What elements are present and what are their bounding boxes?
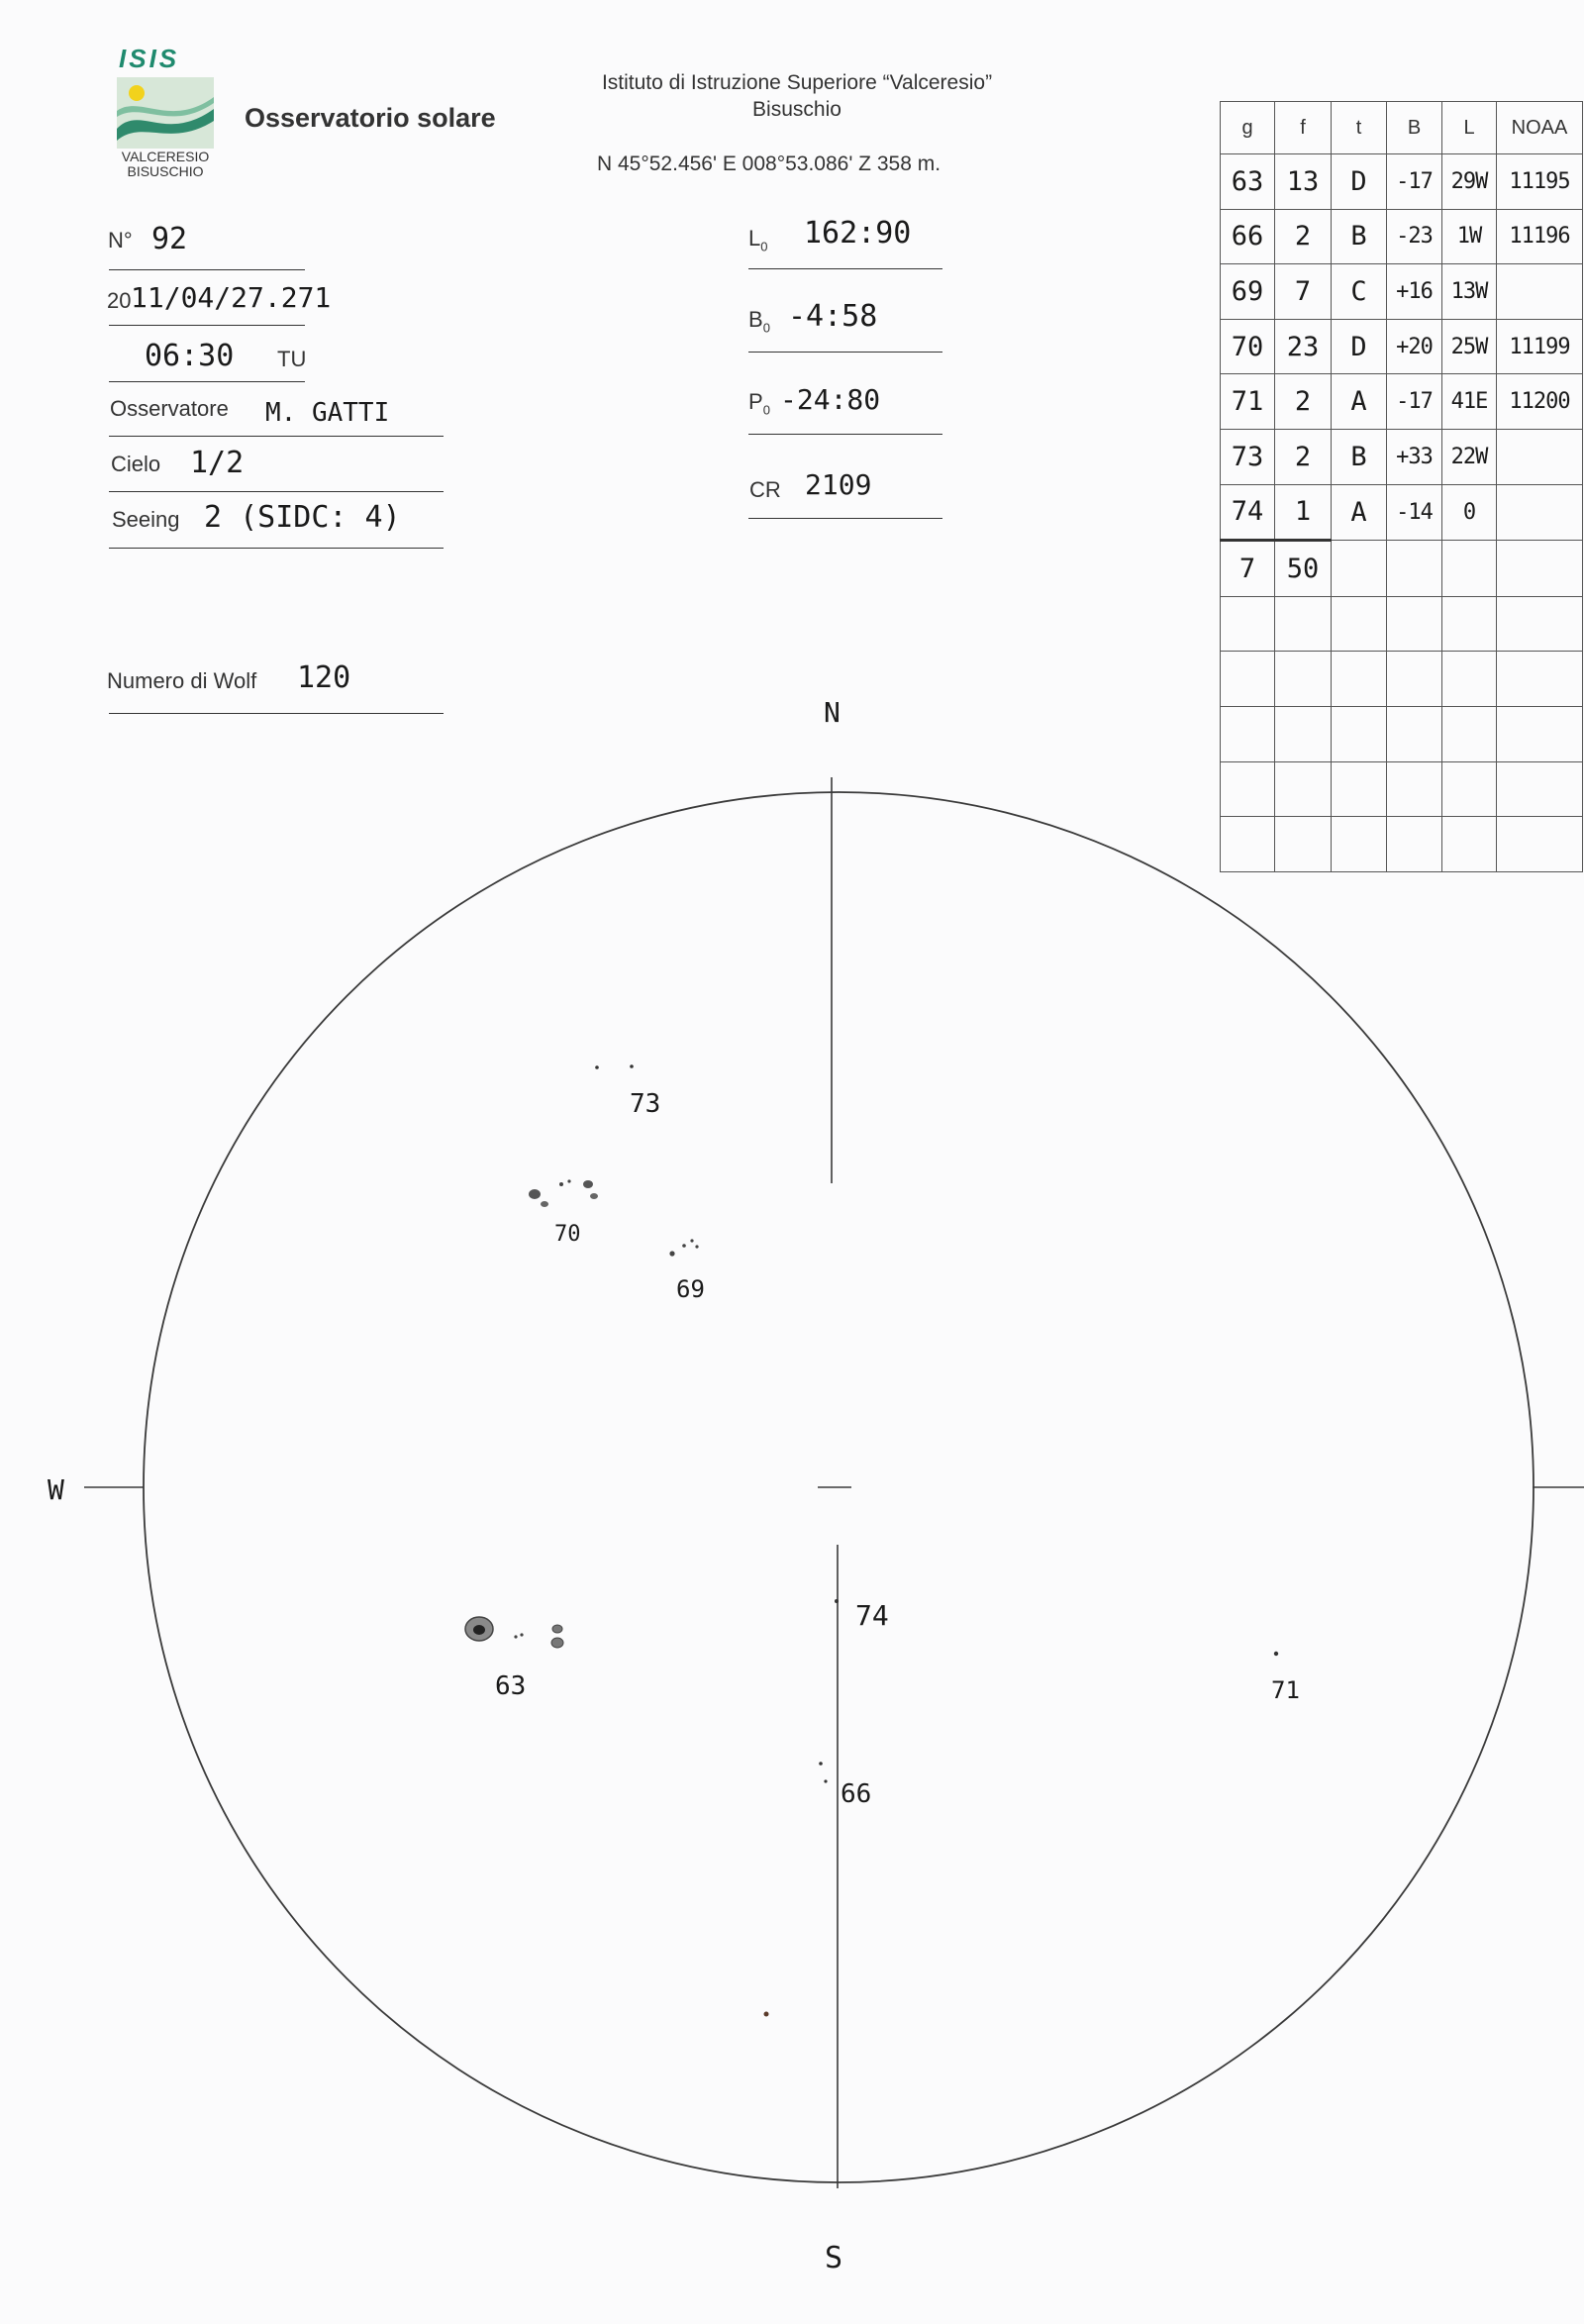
- observatory-coordinates: N 45°52.456' E 008°53.086' Z 358 m.: [597, 152, 941, 175]
- sunspot: [559, 1182, 563, 1186]
- table-cell-spots: 2: [1275, 209, 1332, 264]
- observation-number: 92: [151, 222, 188, 256]
- sky-label: Cielo: [111, 452, 161, 476]
- table-cell-group: 7: [1221, 541, 1275, 597]
- table-cell-latitude: -17: [1387, 374, 1442, 430]
- table-cell-type: B: [1332, 209, 1387, 264]
- number-label: N°: [108, 228, 133, 253]
- table-cell-spots: 2: [1275, 374, 1332, 430]
- group-label-74: 74: [855, 1599, 889, 1632]
- L0-value: 162:90: [804, 216, 912, 251]
- table-cell-group: 70: [1221, 319, 1275, 374]
- table-cell-noaa: 11200: [1497, 374, 1583, 430]
- P0-letter: P: [748, 389, 763, 414]
- observer-name: M. GATTI: [265, 398, 390, 428]
- table-cell-noaa: 11199: [1497, 319, 1583, 374]
- observation-date: 11/04/27.271: [131, 281, 332, 314]
- table-cell-longitude: 41E: [1442, 374, 1497, 430]
- group-label-63: 63: [495, 1671, 527, 1701]
- sunspot: [835, 1599, 839, 1603]
- wolf-label: Numero di Wolf: [107, 668, 257, 693]
- sunspot: [1274, 1652, 1278, 1656]
- observer-label: Osservatore: [110, 396, 229, 421]
- date-prefix: 20: [107, 288, 132, 313]
- table-cell-group: 74: [1221, 484, 1275, 541]
- sunspot: [695, 1245, 698, 1248]
- table-cell-latitude: +16: [1387, 264, 1442, 320]
- seeing-value: 2 (SIDC: 4): [204, 500, 401, 535]
- logo-acronym: ISIS: [119, 44, 180, 73]
- sunspot: [682, 1244, 686, 1248]
- column-header-longitude: L: [1442, 102, 1497, 154]
- table-cell-type: A: [1332, 484, 1387, 541]
- time-unit: TU: [277, 347, 307, 371]
- CR-label: CR: [749, 477, 781, 502]
- table-cell-longitude: 22W: [1442, 429, 1497, 484]
- table-cell-longitude: 29W: [1442, 154, 1497, 210]
- wolf-number: 120: [297, 660, 351, 695]
- column-header-spots: f: [1275, 102, 1332, 154]
- table-cell-latitude: -23: [1387, 209, 1442, 264]
- sunspot: [473, 1625, 485, 1635]
- sunspot: [595, 1065, 599, 1069]
- sunspot: [552, 1625, 562, 1633]
- west-label: W: [48, 1473, 64, 1506]
- column-header-type: t: [1332, 102, 1387, 154]
- sunspot: [514, 1635, 517, 1638]
- institute-line2: Bisuschio: [752, 98, 842, 121]
- table-cell-group: 63: [1221, 154, 1275, 210]
- logo-caption-line2: BISUSCHIO: [127, 163, 204, 179]
- table-cell-spots: 50: [1275, 541, 1332, 597]
- table-cell-group: 71: [1221, 374, 1275, 430]
- P0-subscript: 0: [762, 402, 770, 418]
- institute-line1: Istituto di Istruzione Superiore “Valceresio”: [601, 71, 993, 94]
- sunspot: [819, 1762, 823, 1766]
- sunspot: [529, 1189, 541, 1199]
- table-cell-latitude: +33: [1387, 429, 1442, 484]
- sunspot: [690, 1239, 693, 1242]
- seeing-label: Seeing: [112, 507, 180, 532]
- column-header-latitude: B: [1387, 102, 1442, 154]
- sky-value: 1/2: [190, 446, 245, 480]
- B0-value: -4:58: [788, 299, 878, 334]
- table-cell-group: 66: [1221, 209, 1275, 264]
- table-cell-longitude: 13W: [1442, 264, 1497, 320]
- table-cell-spots: 7: [1275, 264, 1332, 320]
- L0-subscript: 0: [760, 239, 768, 254]
- logo-caption-line1: VALCERESIO: [121, 149, 210, 164]
- group-label-66: 66: [841, 1779, 872, 1809]
- sunspot: [669, 1251, 674, 1256]
- sunspot: [520, 1633, 523, 1636]
- table-cell-spots: 2: [1275, 429, 1332, 484]
- table-cell-noaa: 11196: [1497, 209, 1583, 264]
- table-cell-type: D: [1332, 154, 1387, 210]
- group-label-71: 71: [1271, 1676, 1300, 1704]
- observation-time: 06:30: [145, 339, 235, 373]
- table-cell-type: D: [1332, 319, 1387, 374]
- sunspot: [551, 1638, 563, 1648]
- table-cell-longitude: 1W: [1442, 209, 1497, 264]
- table-cell-group: 69: [1221, 264, 1275, 320]
- sunspot: [824, 1779, 827, 1782]
- paper-mark: [764, 2012, 769, 2017]
- table-cell-latitude: +20: [1387, 319, 1442, 374]
- table-cell-type: A: [1332, 374, 1387, 430]
- table-cell-longitude: 0: [1442, 484, 1497, 541]
- sunspot: [567, 1179, 570, 1182]
- table-cell-spots: 1: [1275, 484, 1332, 541]
- L0-letter: L: [748, 226, 761, 251]
- column-header-group: g: [1221, 102, 1275, 154]
- column-header-noaa: NOAA: [1497, 102, 1583, 154]
- table-cell-type: B: [1332, 429, 1387, 484]
- table-cell-latitude: -14: [1387, 484, 1442, 541]
- group-label-69: 69: [676, 1275, 705, 1303]
- table-cell-latitude: -17: [1387, 154, 1442, 210]
- page-title: Osservatorio solare: [245, 103, 496, 133]
- sunspot: [583, 1180, 593, 1188]
- table-cell-spots: 23: [1275, 319, 1332, 374]
- table-cell-noaa: 11195: [1497, 154, 1583, 210]
- table-cell-group: 73: [1221, 429, 1275, 484]
- south-label: S: [825, 2241, 843, 2275]
- B0-subscript: 0: [762, 320, 770, 336]
- north-label: N: [824, 696, 841, 729]
- sunspot: [630, 1064, 634, 1068]
- group-label-70: 70: [554, 1222, 581, 1247]
- table-cell-longitude: 25W: [1442, 319, 1497, 374]
- P0-value: -24:80: [780, 383, 881, 416]
- B0-letter: B: [748, 307, 763, 332]
- CR-value: 2109: [805, 468, 872, 501]
- table-cell-spots: 13: [1275, 154, 1332, 210]
- table-cell-type: C: [1332, 264, 1387, 320]
- sunspot: [590, 1193, 598, 1199]
- group-label-73: 73: [630, 1089, 661, 1119]
- sunspot: [541, 1201, 548, 1207]
